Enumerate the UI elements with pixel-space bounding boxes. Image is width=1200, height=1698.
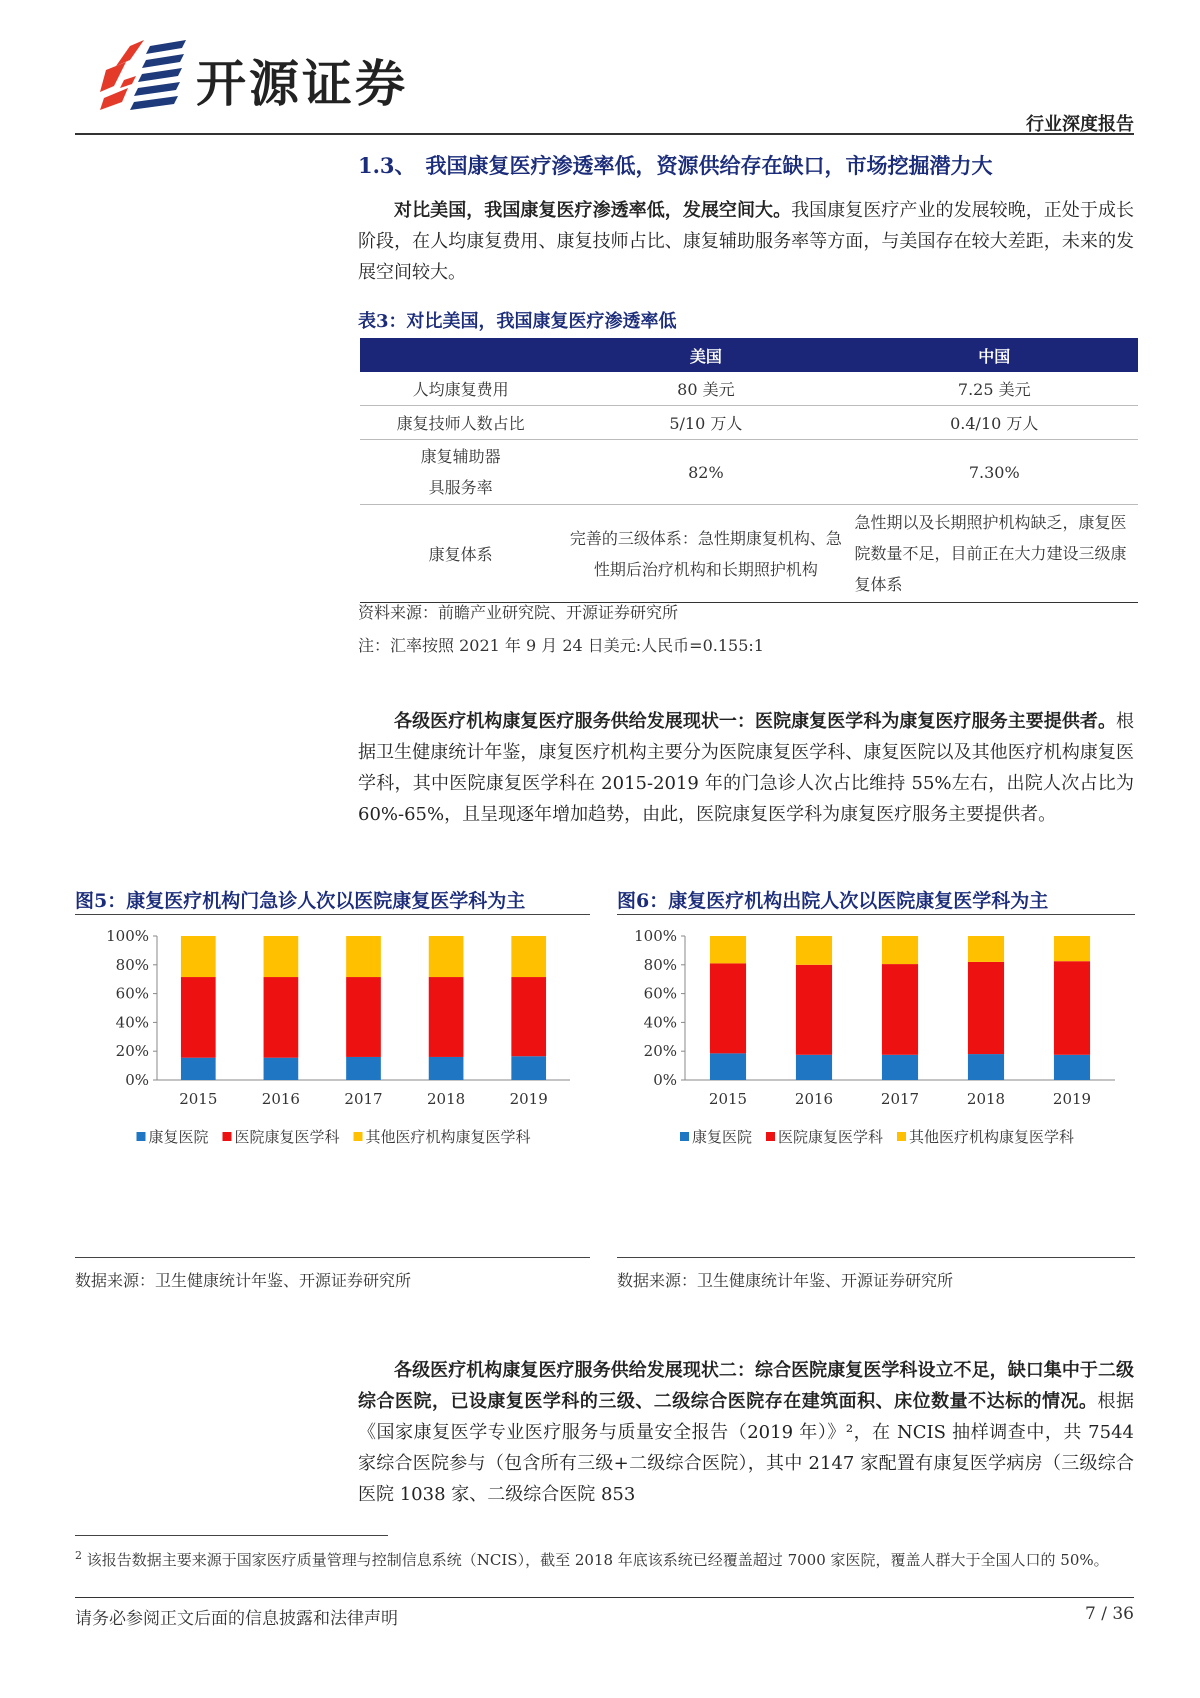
section-number: 1.3、	[358, 153, 416, 178]
x-tick-label: 2016	[261, 1090, 300, 1108]
bar-segment	[181, 977, 216, 1058]
table-cell: 急性期以及长期照护机构缺乏，康复医院数量不足，目前正在大力建设三级康复体系	[851, 505, 1138, 603]
table-row	[360, 372, 1138, 406]
figure-5-top-rule	[75, 914, 590, 915]
bar-segment	[796, 1055, 832, 1080]
legend-swatch	[354, 1132, 363, 1141]
table-cell: 0.4/10 万人	[851, 406, 1138, 440]
bar-segment	[511, 936, 546, 977]
brand-name: 开源证券	[196, 55, 408, 113]
bar-segment	[1054, 961, 1090, 1055]
bar-segment	[710, 1053, 746, 1080]
table-caption: 表3：对比美国，我国康复医疗渗透率低	[358, 311, 677, 332]
paragraph-2-lead: 各级医疗机构康复医疗服务供给发展现状一：医院康复医学科为康复医疗服务主要提供者。	[394, 711, 1116, 732]
table-header-row	[360, 338, 1138, 372]
paragraph-3-body: 根据《国家康复医学专业医疗服务与质量安全报告（2019 年）》²，在 NCIS 抽样调查中，共 7544 家综合医院参与（包含所有三级+二级综合医院），其中 2147 家配置有康复医学病房（三级综合医院 1038 家、二级综合医院 853	[358, 1391, 1135, 1505]
legend-label: 其他医疗机构康复医学科	[909, 1128, 1075, 1146]
report-type: 行业深度报告	[1026, 114, 1134, 135]
y-tick-label: 20%	[643, 1042, 677, 1061]
bar-segment	[882, 1055, 918, 1080]
table-cell: 康复技师人数占比	[360, 406, 561, 440]
footnote-text: 该报告数据主要来源于国家医疗质量管理与控制信息系统（NCIS），截至 2018 年底该系统已经覆盖超过 7000 家医院，覆盖人群大于全国人口的 50%。	[86, 1551, 1109, 1569]
paragraph-2-body: 根据卫生健康统计年鉴，康复医疗机构主要分为医院康复医学科、康复医院以及其他医疗机构康复医学科，其中医院康复医学科在 2015-2019 年的门急诊人次占比维持 55%左右，出院人次占比为 60%-65%，且呈现逐年增加趋势，由此，医院康复医学科为康复医疗服务主要提供者。	[358, 711, 1134, 825]
legend-swatch	[137, 1132, 146, 1141]
table-source: 资料来源：前瞻产业研究院、开源证券研究所	[358, 603, 679, 622]
bar-segment	[181, 936, 216, 977]
bar-segment	[968, 1054, 1004, 1080]
bar-segment	[882, 936, 918, 964]
bar-segment	[429, 977, 464, 1057]
x-tick-label: 2018	[427, 1090, 466, 1108]
bar-segment	[429, 936, 464, 977]
bar-segment	[429, 1057, 464, 1080]
legend-label: 康复医院	[692, 1128, 753, 1146]
footnote	[75, 1543, 1135, 1573]
table-cell: 5/10 万人	[561, 406, 850, 440]
table-cell: 完善的三级体系：急性期康复机构、急性期后治疗机构和长期照护机构	[561, 505, 850, 603]
table-cell: 82%	[561, 440, 850, 505]
table-row	[360, 505, 1138, 603]
paragraph-2	[358, 706, 1134, 830]
bar-segment	[710, 936, 746, 963]
paragraph-1-lead: 对比美国，我国康复医疗渗透率低，发展空间大。	[394, 200, 792, 221]
y-tick-label: 60%	[115, 984, 149, 1003]
table-header-cell: 中国	[851, 338, 1138, 372]
paragraph-3-lead: 各级医疗机构康复医疗服务供给发展现状二：综合医院康复医学科设立不足，缺口集中于二级综合医院，已设康复医学科的三级、二级综合医院存在建筑面积、床位数量不达标的情况。	[358, 1360, 1134, 1412]
bar-segment	[346, 936, 381, 977]
x-tick-label: 2015	[708, 1090, 748, 1108]
bar-segment	[1054, 936, 1090, 961]
y-tick-label: 40%	[115, 1013, 149, 1032]
footer-disclaimer: 请务必参阅正文后面的信息披露和法律声明	[75, 1609, 398, 1629]
bar-segment	[968, 936, 1004, 962]
section-heading	[358, 150, 993, 180]
legend-label: 医院康复医学科	[778, 1128, 884, 1146]
bar-segment	[511, 1056, 546, 1080]
footnote-mark: 2	[75, 1549, 82, 1562]
y-tick-label: 100%	[106, 927, 149, 945]
bar-segment	[882, 964, 918, 1055]
legend-swatch	[766, 1132, 775, 1141]
legend-label: 医院康复医学科	[234, 1128, 340, 1146]
paragraph-1	[358, 195, 1134, 288]
figure-6-chart	[617, 918, 1135, 1253]
header-divider	[75, 133, 1134, 135]
x-tick-label: 2017	[880, 1090, 920, 1108]
figure-6-caption: 图6：康复医疗机构出院人次以医院康复医学科为主	[617, 890, 1049, 912]
bar-segment	[346, 977, 381, 1057]
table-header-cell: 美国	[561, 338, 850, 372]
table-header-cell	[360, 338, 561, 372]
y-tick-label: 0%	[125, 1071, 149, 1089]
x-tick-label: 2019	[509, 1090, 548, 1108]
figure-6-top-rule	[617, 914, 1135, 915]
figure-5-bottom-rule	[75, 1257, 590, 1258]
y-tick-label: 80%	[643, 955, 677, 974]
x-tick-label: 2018	[966, 1090, 1006, 1108]
x-tick-label: 2015	[179, 1090, 218, 1108]
x-tick-label: 2016	[794, 1090, 834, 1108]
comparison-table	[360, 338, 1138, 603]
y-tick-label: 100%	[634, 927, 677, 945]
table-note: 注：汇率按照 2021 年 9 月 24 日美元:人民币=0.155:1	[358, 636, 764, 655]
x-tick-label: 2019	[1052, 1090, 1092, 1108]
bar-segment	[181, 1058, 216, 1080]
table-cell: 康复辅助器具服务率	[360, 440, 561, 505]
figure-6-bottom-rule	[617, 1257, 1135, 1258]
x-tick-label: 2017	[344, 1090, 383, 1108]
bar-segment	[346, 1057, 381, 1080]
table-cell: 7.30%	[851, 440, 1138, 505]
legend-swatch	[223, 1132, 232, 1141]
company-logo	[100, 40, 190, 110]
bar-segment	[796, 965, 832, 1055]
legend-label: 康复医院	[148, 1128, 209, 1146]
table-cell: 7.25 美元	[851, 372, 1138, 406]
bar-segment	[1054, 1055, 1090, 1080]
footer-rule	[75, 1597, 1134, 1598]
table-row	[360, 440, 1138, 505]
y-tick-label: 0%	[653, 1071, 677, 1089]
y-tick-label: 20%	[115, 1042, 149, 1061]
bar-segment	[264, 1058, 299, 1080]
footnote-rule	[75, 1535, 388, 1536]
page-number: 7 / 36	[1085, 1604, 1134, 1624]
y-tick-label: 80%	[115, 955, 149, 974]
legend-swatch	[680, 1132, 689, 1141]
table-row	[360, 406, 1138, 440]
table-cell: 人均康复费用	[360, 372, 561, 406]
bar-segment	[968, 962, 1004, 1054]
table-cell: 康复体系	[360, 505, 561, 603]
y-tick-label: 40%	[643, 1013, 677, 1032]
legend-swatch	[897, 1132, 906, 1141]
bar-segment	[264, 936, 299, 977]
figure-5-chart	[75, 918, 590, 1253]
paragraph-1-body: 我国康复医疗产业的发展较晚，正处于成长阶段，在人均康复费用、康复技师占比、康复辅助服务率等方面，与美国存在较大差距，未来的发展空间较大。	[358, 200, 1135, 283]
bar-segment	[710, 963, 746, 1053]
bar-segment	[796, 936, 832, 965]
figure-5-source: 数据来源：卫生健康统计年鉴、开源证券研究所	[75, 1271, 412, 1290]
paragraph-3	[358, 1355, 1134, 1510]
legend-label: 其他医疗机构康复医学科	[365, 1128, 531, 1146]
table-cell: 80 美元	[561, 372, 850, 406]
bar-segment	[511, 977, 546, 1056]
figure-5-caption: 图5：康复医疗机构门急诊人次以医院康复医学科为主	[75, 890, 526, 912]
figure-6-source: 数据来源：卫生健康统计年鉴、开源证券研究所	[617, 1271, 954, 1290]
bar-segment	[264, 977, 299, 1058]
section-title: 我国康复医疗渗透率低，资源供给存在缺口，市场挖掘潜力大	[425, 153, 993, 178]
y-tick-label: 60%	[643, 984, 677, 1003]
